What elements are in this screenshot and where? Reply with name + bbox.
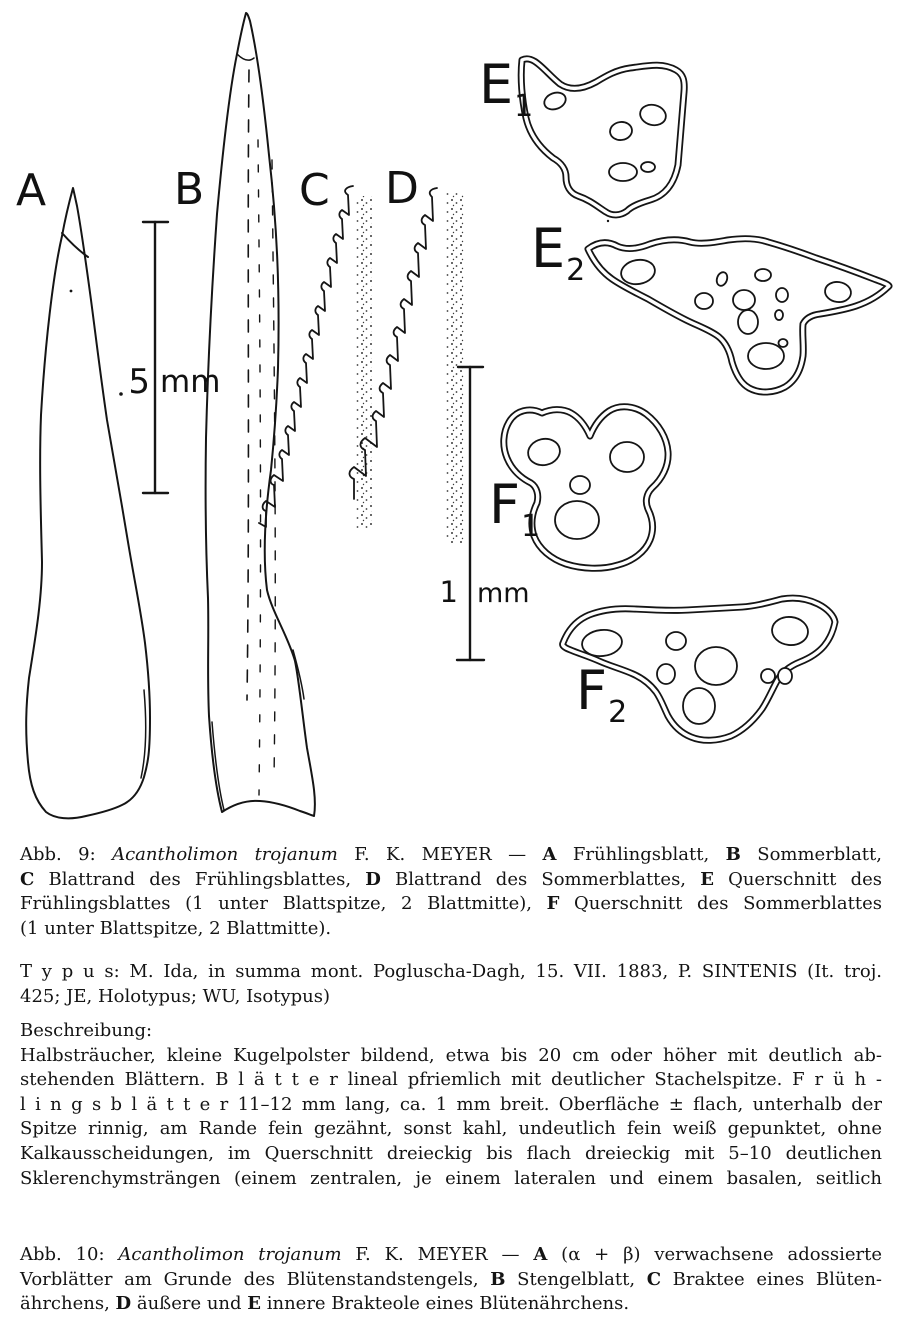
beschreibung-line: Kalkausscheidungen, im Querschnitt dreieckig bis flach dreieckig mit 5–10 deutlichen [20, 1142, 882, 1164]
leaf-a-spring-leaf [26, 188, 150, 818]
stipple-band-c [356, 196, 372, 528]
caption-line: Vorblätter am Grunde des Blütenstandstengels, B Stengelblatt, C Braktee eines Blüten- [20, 1268, 883, 1290]
beschreibung-line: stehenden Blättern. B l ä t t e r lineal pfriemlich mit deutlicher Stachelspitze. F r ü h - [20, 1069, 882, 1091]
figure-label-b: B [174, 164, 205, 215]
figure-label-e2: $E_2$ [531, 217, 586, 288]
beschreibung-section [20, 1019, 882, 1191]
caption-line: Frühlingsblattes (1 unter Blattspitze, 2 Blattmitte), F Querschnitt des Sommerblattes [20, 893, 883, 915]
beschreibung-line: Spitze rinnig, am Rande fein gezähnt, sonst kahl, undeutlich fein weiß gepunktet, ohne [20, 1118, 882, 1140]
caption-line: C Blattrand des Frühlingsblattes, D Blattrand des Sommerblattes, E Querschnitt des [20, 868, 882, 890]
scale-bar-5mm [143, 222, 168, 493]
caption-abb9 [20, 843, 882, 941]
figure-label-f2: $F_2$ [576, 659, 628, 730]
beschreibung-line: Halbsträucher, kleine Kugelpolster bildend, etwa bis 20 cm oder höher mit deutlich ab- [20, 1044, 882, 1066]
caption-line: Abb. 9: Acantholimon trojanum F. K. MEYER — A Frühlingsblatt, B Sommerblatt, [20, 844, 882, 865]
typus-paragraph [20, 960, 882, 1009]
scale-1mm-unit: mm [477, 578, 530, 609]
figure-label-e1: $E_1$ [479, 53, 534, 124]
scale-5mm-value: 5 [128, 362, 150, 402]
caption-line: ährchens, D äußere und E innere Brakteole eines Blütenährchens. [20, 1293, 630, 1315]
scale-1mm-value: 1 [439, 575, 458, 609]
beschreibung-line: l i n g s b l ä t t e r 11–12 mm lang, ca. 1 mm breit. Oberfläche ± flach, unterhalb der [20, 1093, 882, 1115]
leaf-b-summer-leaf [206, 13, 315, 816]
typus-line: T y p u s: M. Ida, in summa mont. Pogluscha-Dagh, 15. VII. 1883, P. SINTENIS (It. troj. [20, 961, 882, 982]
cross-section-e2 [588, 239, 889, 392]
figure-label-d: D [385, 163, 419, 214]
cross-section-e1 [521, 59, 684, 222]
scale-5mm-unit: mm [160, 364, 221, 400]
beschreibung-heading: Beschreibung: [20, 1020, 153, 1041]
figure-label-f1: $F_1$ [489, 473, 541, 544]
caption-abb10 [20, 1243, 882, 1317]
typus-line: 425; JE, Holotypus; WU, Isotypus) [20, 985, 331, 1007]
figure-label-a: A [16, 165, 47, 216]
caption-line: (1 unter Blattspitze, 2 Blattmitte). [20, 917, 332, 939]
caption-line: Abb. 10: Acantholimon trojanum F. K. MEYER — A (α + β) verwachsene adossierte [20, 1244, 882, 1265]
beschreibung-line: Sklerenchymsträngen (einem zentralen, je einem lateralen und einem basalen, seitlich [20, 1167, 882, 1189]
figure-label-c: C [299, 165, 330, 216]
